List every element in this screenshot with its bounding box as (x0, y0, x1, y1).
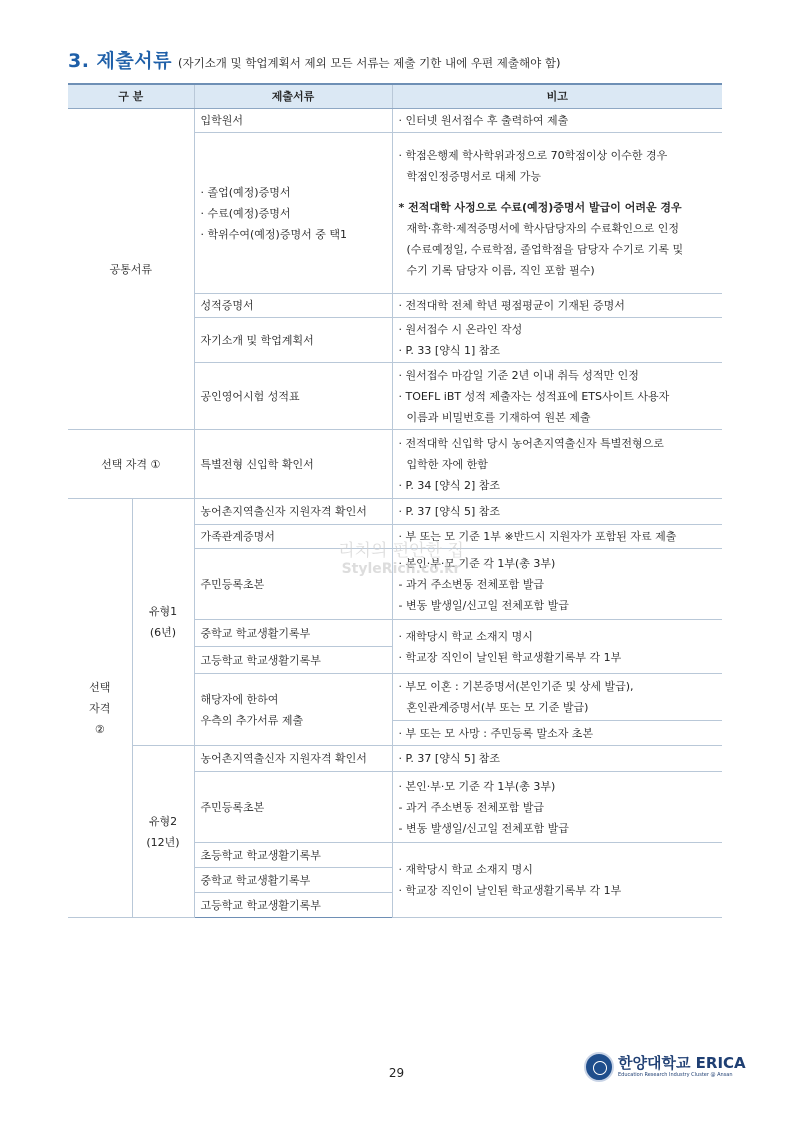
doc-graduation (194, 133, 392, 294)
doc-line: 해당자에 한하여 (200, 692, 279, 706)
university-seal-icon (584, 1052, 614, 1082)
header-document: 제출서류 (194, 84, 392, 109)
doc-family-relation: 가족관계증명서 (194, 525, 392, 549)
remark-resident-2 (392, 772, 722, 843)
remark-line: 재학·휴학·제적증명서에 학사담당자의 수료확인으로 인정 (406, 222, 680, 235)
remark-line: · P. 33 [양식 1] 참조 (398, 344, 500, 357)
type-line: 유형2 (148, 814, 178, 828)
table-header-row (68, 84, 722, 109)
remark-star-line: * 전적대학 사정으로 수료(예정)증명서 발급이 어려운 경우 (398, 201, 682, 214)
remark-line: · 원서접수 시 온라인 작성 (398, 323, 523, 336)
type1-label (132, 499, 194, 746)
doc-resident-2: 주민등록초본 (194, 772, 392, 843)
doc-english: 공인영어시험 성적표 (194, 363, 392, 430)
doc-degree-line: · 학위수여(예정)증명서 중 택1 (200, 227, 347, 241)
remark-line: · 부모 이혼 : 기본증명서(본인기준 및 상세 발급), (398, 680, 634, 693)
watermark (326, 536, 476, 577)
type-line: (12년) (146, 835, 180, 849)
doc-rural-confirm-2: 농어촌지역출신자 지원자격 확인서 (194, 746, 392, 772)
remark-special-admission (392, 430, 722, 499)
table-row (68, 430, 722, 499)
table-row (68, 109, 722, 133)
documents-table (68, 83, 722, 918)
remark-line: 수기 기록 담당자 이름, 직인 포함 필수) (406, 264, 595, 277)
header-category: 구 분 (68, 84, 194, 109)
remark-rural-confirm-2: · P. 37 [양식 5] 참조 (392, 746, 722, 772)
remark-family-relation: · 부 또는 모 기준 1부 ※반드시 지원자가 포함된 자료 제출 (392, 525, 722, 549)
remark-line: · 원서접수 마감일 기준 2년 이내 취득 성적만 인정 (398, 368, 639, 382)
remark-transcript: · 전적대학 전체 학년 평점평균이 기재된 증명서 (392, 294, 722, 318)
doc-high-1: 고등학교 학교생활기록부 (194, 647, 392, 674)
type-line: 유형1 (148, 605, 178, 618)
doc-line: 우측의 추가서류 제출 (200, 713, 304, 727)
remark-line: 학점인정증명서로 대체 가능 (406, 170, 542, 183)
remark-line: · 학교장 직인이 날인된 학교생활기록부 각 1부 (398, 884, 622, 897)
remark-line: - 과거 주소변동 전체포함 발급 (398, 577, 544, 591)
doc-resident-1: 주민등록초본 (194, 549, 392, 620)
remark-line: · 재학당시 학교 소재지 명시 (398, 629, 533, 643)
section-title (68, 46, 560, 73)
watermark-line2: StyleRich.co.kr (341, 561, 461, 577)
header-remarks: 비고 (392, 84, 722, 109)
section-heading: 3. 제출서류 (68, 50, 172, 72)
university-logo (584, 1050, 754, 1086)
remark-divorce (392, 674, 722, 721)
type-line: (6년) (149, 626, 177, 639)
doc-elem-2: 초등학교 학교생활기록부 (194, 843, 392, 868)
doc-completion-line: · 수료(예정)증명서 (200, 206, 291, 220)
remark-line: · TOEFL iBT 성적 제출자는 성적표에 ETS사이트 사용자 (398, 389, 670, 403)
doc-special-admission: 특별전형 신입학 확인서 (194, 430, 392, 499)
remark-line: · 전적대학 신입학 당시 농어촌지역출신자 특별전형으로 (398, 436, 664, 450)
remark-application: · 인터넷 원서접수 후 출력하여 제출 (392, 109, 722, 133)
category-line: 선택 (89, 680, 111, 694)
remark-school-1 (392, 620, 722, 674)
table-row (68, 499, 722, 525)
remark-line: 입학한 자에 한함 (406, 457, 488, 471)
logo-tagline: Education Research Industry Cluster @ Ansan (618, 1072, 733, 1078)
remark-spacer (399, 187, 717, 197)
category-line: ② (94, 722, 105, 736)
doc-high-2: 고등학교 학교생활기록부 (194, 893, 392, 918)
doc-middle-2: 중학교 학교생활기록부 (194, 868, 392, 893)
remark-line: · 본인·부·모 기준 각 1부(총 3부) (398, 779, 556, 793)
remark-line: · 학교장 직인이 날인된 학교생활기록부 각 1부 (398, 650, 622, 664)
remark-line: · 재학당시 학교 소재지 명시 (398, 863, 533, 876)
watermark-line1: 리치의 편안한 집 (338, 541, 464, 561)
remark-line: · 학점은행제 학사학위과정으로 70학점이상 이수한 경우 (398, 149, 668, 162)
remark-rural-confirm-1: · P. 37 [양식 5] 참조 (392, 499, 722, 525)
table-row (68, 746, 722, 772)
remark-line: 혼인관계증명서(부 또는 모 기준 발급) (406, 701, 589, 714)
page-number: 29 (388, 1066, 405, 1080)
remark-death: · 부 또는 모 사망 : 주민등록 말소자 초본 (392, 721, 722, 746)
doc-extra (194, 674, 392, 746)
remark-line: · 본인·부·모 기준 각 1부(총 3부) (398, 556, 556, 570)
remark-school-2 (392, 843, 722, 918)
remark-line: · P. 34 [양식 2] 참조 (398, 478, 500, 492)
section-note: (자기소개 및 학업계획서 제외 모든 서류는 제출 기한 내에 우편 제출해야 함) (177, 56, 561, 70)
remark-line: 이름과 비밀번호를 기재하여 원본 제출 (406, 410, 591, 424)
remark-self-intro (392, 318, 722, 363)
doc-rural-confirm-1: 농어촌지역출신자 지원자격 확인서 (194, 499, 392, 525)
category-select2 (68, 499, 132, 918)
remark-line: (수료예정일, 수료학점, 졸업학점을 담당자 수기로 기록 및 (406, 243, 684, 256)
doc-graduation-line: · 졸업(예정)증명서 (200, 185, 291, 199)
remark-english (392, 363, 722, 430)
remark-line: - 변동 발생일/신고일 전체포함 발급 (398, 598, 569, 612)
logo-name: 한양대학교 ERICA (618, 1054, 746, 1072)
doc-self-intro: 자기소개 및 학업계획서 (194, 318, 392, 363)
doc-application: 입학원서 (194, 109, 392, 133)
remark-line: - 변동 발생일/신고일 전체포함 발급 (398, 821, 569, 835)
category-select1: 선택 자격 ① (68, 430, 194, 499)
remark-line: - 과거 주소변동 전체포함 발급 (398, 800, 544, 814)
category-line: 자격 (89, 701, 111, 715)
doc-transcript: 성적증명서 (194, 294, 392, 318)
category-common: 공통서류 (68, 109, 194, 430)
type2-label (132, 746, 194, 918)
remark-graduation (392, 133, 722, 294)
doc-middle-1: 중학교 학교생활기록부 (194, 620, 392, 647)
